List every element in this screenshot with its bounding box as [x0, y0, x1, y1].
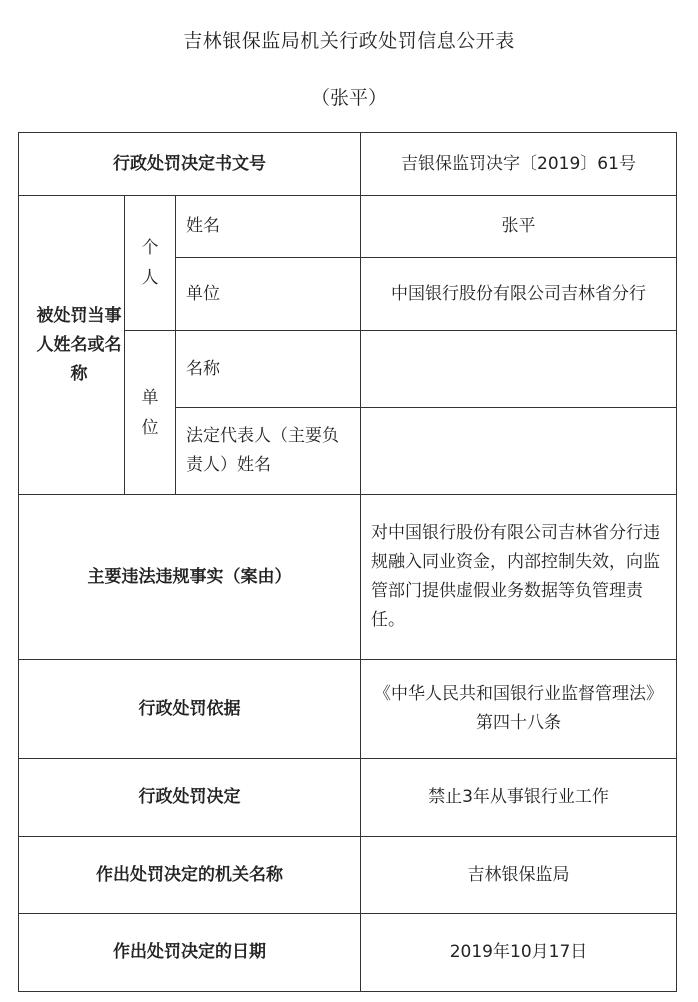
page-title: 吉林银保监局机关行政处罚信息公开表: [183, 30, 515, 52]
individual-label-cell: [125, 196, 176, 331]
entity-name-value: [361, 331, 677, 408]
entity-name-label: 名称: [176, 331, 361, 408]
facts-value: 对中国银行股份有限公司吉林省分行违规融入同业资金，内部控制失效，向监管部门提供虚假业务数据等负管理责任。: [361, 495, 677, 660]
authority-value: 吉林银保监局: [361, 837, 677, 914]
basis-value: 《中华人民共和国银行业监督管理法》第四十八条: [361, 660, 677, 759]
date-label: 作出处罚决定的日期: [19, 914, 361, 992]
name-value: 张平: [361, 196, 677, 258]
decision-value: 禁止3年从事银行业工作: [361, 759, 677, 837]
doc-number-value: 吉银保监罚决字〔2019〕61号: [361, 133, 677, 196]
facts-label: 主要违法违规事实（案由）: [19, 495, 361, 660]
name-label: 姓名: [176, 196, 361, 258]
table-row-date: [19, 914, 677, 992]
authority-label: 作出处罚决定的机关名称: [19, 837, 361, 914]
table-row-authority: [19, 837, 677, 914]
party-label-cell: [19, 196, 125, 495]
page-subtitle: （张平）: [310, 87, 387, 109]
employer-label: 单位: [176, 258, 361, 331]
table-row-name: [19, 196, 677, 258]
table-row-decision: [19, 759, 677, 837]
party-label: 被处罚当事人姓名或名称: [36, 305, 122, 384]
table-row-facts: [19, 495, 677, 660]
basis-label: 行政处罚依据: [19, 660, 361, 759]
individual-label: 个人: [141, 238, 159, 288]
doc-number-label: 行政处罚决定书文号: [19, 133, 361, 196]
legal-rep-label: 法定代表人（主要负责人）姓名: [176, 408, 361, 495]
entity-label: 单位: [141, 387, 159, 438]
date-value: 2019年10月17日: [361, 914, 677, 992]
employer-value: 中国银行股份有限公司吉林省分行: [361, 258, 677, 331]
table-row-basis: [19, 660, 677, 759]
entity-label-cell: [125, 331, 176, 495]
table-row-doc-number: [19, 133, 677, 196]
legal-rep-value: [361, 408, 677, 495]
penalty-info-table: [18, 132, 677, 992]
decision-label: 行政处罚决定: [19, 759, 361, 837]
